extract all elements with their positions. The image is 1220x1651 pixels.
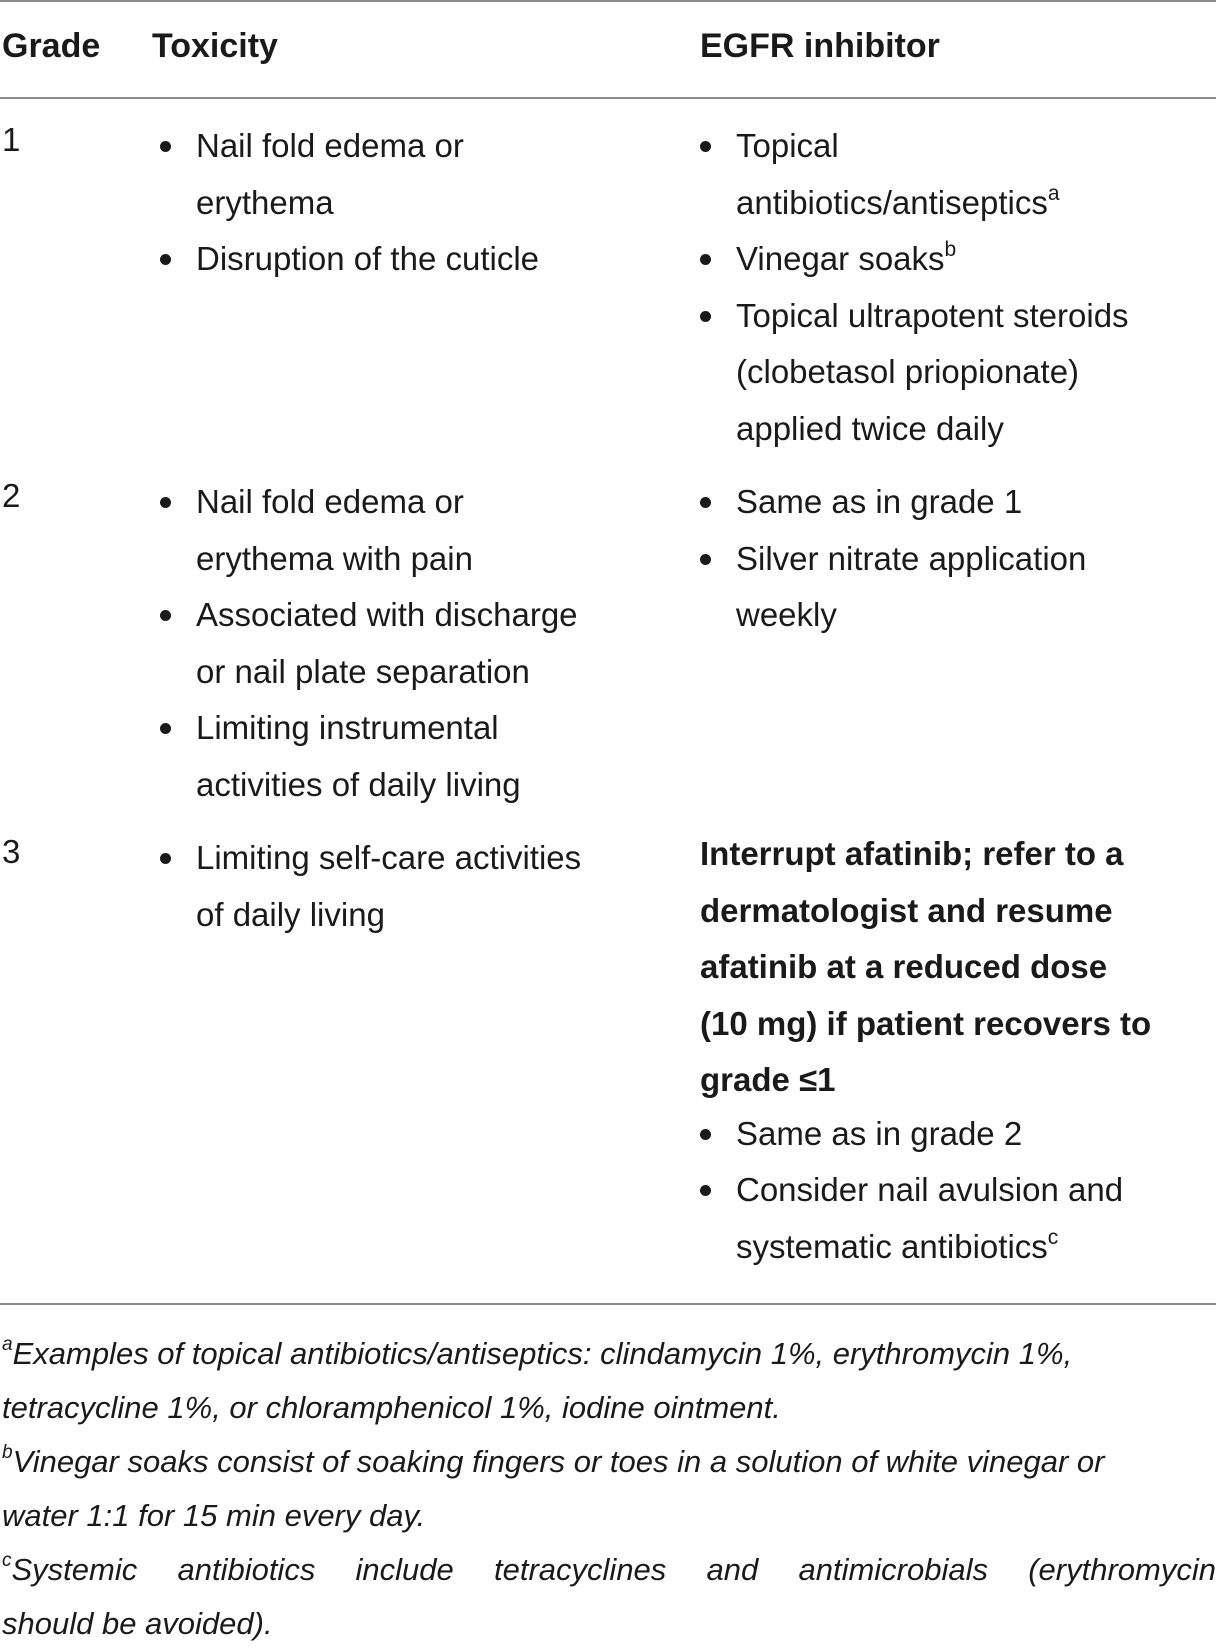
list-item bbox=[160, 830, 680, 943]
toxicity-text: Disruption of the cuticle bbox=[196, 240, 540, 277]
toxicity-text: Nail fold edema or bbox=[196, 483, 464, 520]
footnote-word: antimicrobials bbox=[798, 1552, 988, 1587]
row-3-egfr bbox=[700, 826, 1216, 1275]
toxicity-text: Nail fold edema or bbox=[196, 127, 464, 164]
footnote-a-cont: tetracycline 1%, or chloramphenicol 1%, iodine ointment. bbox=[2, 1390, 781, 1425]
table-bottom-rule bbox=[0, 1303, 1216, 1305]
table-footnotes bbox=[2, 1327, 1216, 1651]
footnote-ref: a bbox=[1047, 181, 1060, 205]
instruction-line: dermatologist and resume bbox=[700, 891, 1113, 929]
list-item bbox=[700, 1106, 1216, 1163]
row-3-toxicity bbox=[160, 830, 680, 943]
footnote-b-cont: water 1:1 for 15 min every day. bbox=[2, 1498, 426, 1533]
list-item bbox=[160, 118, 680, 231]
egfr-text: systematic antibiotics bbox=[736, 1227, 1048, 1265]
footnote-word: include bbox=[355, 1552, 454, 1587]
footnote-c bbox=[2, 1543, 1216, 1597]
footnote-word: and bbox=[706, 1552, 759, 1587]
footnote-ref: c bbox=[1047, 1225, 1059, 1249]
header-grade: Grade bbox=[2, 27, 101, 65]
bullet-icon bbox=[700, 254, 711, 265]
list-item bbox=[160, 700, 680, 813]
row-2-toxicity bbox=[160, 474, 680, 813]
egfr-text: Same as in grade 2 bbox=[736, 1114, 1023, 1152]
bullet-icon bbox=[700, 554, 711, 565]
egfr-text: (clobetasol priopionate) bbox=[736, 353, 1080, 390]
row-3-grade: 3 bbox=[2, 833, 21, 870]
bullet-icon bbox=[700, 311, 711, 322]
row-1-egfr bbox=[700, 118, 1216, 457]
footnote-b bbox=[2, 1435, 1216, 1489]
egfr-text: Consider nail avulsion and bbox=[736, 1171, 1124, 1208]
footnote-text: Vinegar soaks consist of soaking fingers or toes in a solution of white vinegar or bbox=[12, 1444, 1105, 1479]
instruction-line: grade ≤1 bbox=[700, 1061, 836, 1098]
bullet-icon bbox=[700, 141, 711, 152]
footnote-ref: b bbox=[944, 238, 957, 261]
instruction-line: (10 mg) if patient recovers to bbox=[700, 1004, 1152, 1042]
instruction-line: Interrupt afatinib; refer to a bbox=[700, 835, 1124, 872]
bullet-icon bbox=[160, 254, 171, 265]
egfr-text: Same as in grade 1 bbox=[736, 483, 1023, 520]
list-item bbox=[700, 1162, 1216, 1275]
interrupt-instruction bbox=[700, 826, 1216, 1109]
footnote-text: Examples of topical antibiotics/antiseptics: clindamycin 1%, erythromycin 1%, bbox=[12, 1336, 1073, 1371]
toxicity-text: Associated with discharge bbox=[196, 596, 578, 633]
list-item bbox=[700, 531, 1216, 644]
bullet-icon bbox=[160, 853, 171, 864]
list-item bbox=[700, 118, 1216, 231]
bullet-icon bbox=[160, 610, 171, 621]
footnote-a bbox=[2, 1327, 1216, 1381]
list-item bbox=[160, 587, 680, 700]
egfr-text: antibiotics/antiseptics bbox=[736, 183, 1048, 221]
toxicity-text: Limiting self-care activities bbox=[196, 839, 582, 876]
table-header-rule bbox=[0, 97, 1216, 99]
footnote-word bbox=[2, 1543, 137, 1597]
egfr-text: applied twice daily bbox=[736, 409, 1004, 447]
bullet-icon bbox=[700, 1185, 711, 1196]
row-2-grade: 2 bbox=[2, 477, 21, 514]
toxicity-text: Limiting instrumental bbox=[196, 709, 499, 746]
header-egfr-inhibitor: EGFR inhibitor bbox=[700, 27, 940, 65]
footnote-mark: c bbox=[2, 1549, 12, 1571]
bullet-icon bbox=[160, 723, 171, 734]
footnote-word: antibiotics bbox=[177, 1552, 316, 1587]
bullet-icon bbox=[700, 497, 711, 508]
instruction-line: afatinib at a reduced dose bbox=[700, 948, 1108, 985]
egfr-text: Vinegar soaks bbox=[736, 240, 945, 277]
row-2-egfr bbox=[700, 474, 1216, 644]
row-1-toxicity bbox=[160, 118, 680, 288]
egfr-text: Topical ultrapotent steroids bbox=[736, 296, 1129, 334]
row-1-grade: 1 bbox=[2, 121, 21, 158]
list-item bbox=[700, 288, 1216, 458]
footnote-mark: b bbox=[2, 1441, 13, 1463]
egfr-text: weekly bbox=[736, 596, 837, 633]
table-top-rule bbox=[0, 0, 1216, 2]
bullet-icon bbox=[160, 497, 171, 508]
list-item bbox=[700, 474, 1216, 531]
list-item bbox=[160, 474, 680, 587]
footnote-word: (erythromycin bbox=[1028, 1552, 1216, 1587]
footnote-word: tetracyclines bbox=[494, 1552, 667, 1587]
bullet-icon bbox=[160, 141, 171, 152]
bullet-icon bbox=[700, 1129, 711, 1140]
footnote-mark: a bbox=[2, 1333, 13, 1355]
toxicity-text: erythema bbox=[196, 183, 334, 221]
egfr-text: Topical bbox=[736, 127, 839, 164]
header-toxicity: Toxicity bbox=[152, 27, 278, 65]
footnote-c-cont: should be avoided). bbox=[2, 1606, 273, 1641]
toxicity-text: activities of daily living bbox=[196, 765, 521, 803]
toxicity-text: or nail plate separation bbox=[196, 652, 530, 690]
footnote-text: Systemic bbox=[11, 1552, 138, 1587]
toxicity-text: erythema with pain bbox=[196, 539, 473, 577]
list-item bbox=[700, 231, 1216, 288]
egfr-text: Silver nitrate application bbox=[736, 539, 1087, 577]
toxicity-text: of daily living bbox=[196, 895, 385, 933]
list-item bbox=[160, 231, 680, 288]
